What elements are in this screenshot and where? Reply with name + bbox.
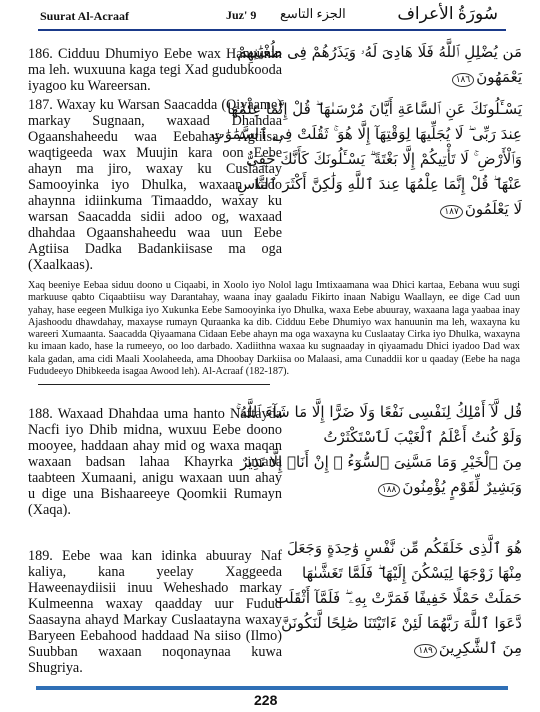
arabic-line: مِنَ ٱلْخَيْرِ وَمَا مَسَّنِىَ ٱلسُّوٓءُ ۚ إِنْ أَنَا۠ إِلَّا نَذِيرٌ	[240, 453, 522, 471]
verse-text: 189. Eebe waa kan idinka abuuray Naf kaliya, kana yeelay Xaggeeda Haweenaydiisii inuu Weheshado markay Kulmeenna waxay qaadday uur Fudud Saasayna ahayd Markay Cuslaatayna waxay Baryeen Eebahood haddaad Na siiso (Ilmo) Suubban waxaan noqonaynaa kuwa Shugriya.	[28, 548, 282, 676]
verse-text: 187. Waxay ku Warsan Saacadda (Qiyaame) markay Sugnaan, waxaad Dhahdaa Ogaanshaheedu waa Eebahay Agtiisa, waqtigeeda wax Muujin kara oon Eebe ahayn ma jiro, waxay ku Cuslaatay Samooyinka iyo Dhulka, waxaan kado ahaynna idiinkuma Timaaddo, waxay ku warsan Saacadda sidii adoo og, waxaad dhahdaa Ogaanshaheedu waa uun Eebe Agtiisa Dadka Badankiisase ma oga (Xaalkaas).	[28, 97, 282, 273]
verse-189-translation	[28, 548, 282, 682]
verse-number-mark: ١٨٧	[440, 205, 463, 219]
page-footer	[0, 684, 540, 712]
verse-number-mark: ١٨٦	[452, 73, 475, 87]
verse-187-arabic	[210, 97, 522, 222]
page-number: 228	[254, 692, 278, 708]
verse-188-arabic	[236, 400, 522, 500]
arabic-line-end	[284, 197, 522, 222]
arabic-line: وَٱلْأَرْضِ ۚ لَا تَأْتِيكُمْ إِلَّا بَغْتَةً ۗ يَسْـَٔلُونَكَ كَأَنَّكَ حَفِىٌّ	[246, 150, 522, 168]
arabic-line: لَا يَعْلَمُونَ	[464, 200, 522, 218]
verse-186-arabic	[237, 40, 522, 90]
arabic-line-end	[284, 65, 522, 90]
verse-number-mark: ١٨٩	[414, 644, 437, 658]
arabic-line: وَلَوْ كُنتُ أَعْلَمُ ٱلْغَيْبَ لَٱسْتَكْثَرْتُ	[323, 428, 522, 446]
arabic-line: مَن يُضْلِلِ ٱللَّهُ فَلَا هَادِىَ لَهُۥ وَيَذَرُهُمْ فِى طُغْيَٰنِهِمْ	[237, 43, 522, 61]
arabic-line: هُوَ ٱلَّذِى خَلَقَكُم مِّن نَّفْسٍ وَٰحِدَةٍ وَجَعَلَ	[286, 539, 522, 557]
arabic-line: عِندَ رَبِّى ۖ لَا يُجَلِّيهَا لِوَقْتِهَآ إِلَّا هُوَ ۚ ثَقُلَتْ فِى ٱلسَّمَٰوَٰتِ	[210, 125, 522, 143]
page-header	[0, 4, 540, 28]
verse-text: 188. Waxaad Dhahdaa uma hanto Naftayda Nacfi iyo Dhib midna, wuxuu Eebe doono mooyee, haddaan ahay mid og waxa maqan waxaan badsan lahaa Khayrka imana taabteen Xumaani, anigu waxaan uun ahay u dige una Bishaareeye Qoomkii Rumayn (Xaqa).	[28, 406, 282, 518]
arabic-line: دَّعَوَا ٱللَّهَ رَبَّهُمَا لَئِنْ ءَاتَيْتَنَا صَٰلِحًا لَّنَكُونَنَّ	[281, 614, 522, 632]
arabic-line-end	[284, 636, 522, 661]
header-divider	[38, 29, 506, 31]
arabic-line: مِنَ ٱلشَّٰكِرِينَ	[438, 639, 522, 657]
juz-arabic: الجزء التاسع	[280, 6, 346, 21]
verse-number-mark: ١٨٨	[378, 483, 401, 497]
arabic-line: حَمَلَتْ حَمْلًا خَفِيفًا فَمَرَّتْ بِهِۦ ۖ فَلَمَّآ أَثْقَلَت	[274, 589, 522, 607]
verse-189-arabic	[274, 536, 522, 661]
verse-text: 186. Cidduu Dhumiyo Eebe wax Hanuunin ma leh. wuxuuna kaga tegi Xad gudubkooda iyagoo ku Wareersan.	[28, 46, 282, 94]
arabic-line-end	[284, 475, 522, 500]
commentary-block: Xaq beeniye Eebaa siduu doono u Ciqaabi, in Xoolo iyo Nolol lagu Imtixaamana waa Dhici kartaa, Eebana wuu sugi markuuse qabto Ciqaabtiisu way Darantahay, waana inay gaaladu Fikirto inaan Nabigu Waallayn, ee dige Cad uun yahay, hase eegeen Mulkiga iyo Xukunka Eebe Samooyinka iyo Dhulka, waxa Eebe abuuray, waxaana laga yaabaa inay Ajashoodu dhawdahay, maxayse rumayn Quraanka ka dib. Cidduu Eebe Dhumiyo wax hanuunin ma leh, waxayna ku wareeri Xumaanta. Saacadda Qiyaamana Cidaan Eebe ahayn ma oga waxayna ku Cuslaatay Cirka iyo Dhulka, waxayna ku imaan kado, hase la rumeeyo, oo loo darbado. Xadiithna waxaa ku sugnaaday in qiyaamadu Dhici iyadoo Dad wax kala gadan, ama cidi Maali Xoolaheeda, ama Dhoobay Darkiisa oo Malaasi, ama Cunaddii kor u qaaday (Eebe ha naga Fududeeyo Dhibkeeda isagaa Awood leh). Al-Acraaf (182-187).	[28, 280, 520, 378]
footer-accent-bar	[36, 686, 508, 690]
surah-arabic-title: سُورَةُ الأعراف	[397, 4, 498, 23]
arabic-line: قُل لَّآ أَمْلِكُ لِنَفْسِى نَفْعًا وَلَا ضَرًّا إِلَّا مَا شَآءَ ٱللَّهُ ۚ	[236, 403, 522, 421]
arabic-line: يَعْمَهُونَ	[476, 68, 522, 86]
juz-label: Juz' 9	[226, 8, 257, 22]
arabic-line: وَبَشِيرٌ لِّقَوْمٍ يُؤْمِنُونَ	[402, 478, 522, 496]
arabic-line: عَنْهَا ۖ قُلْ إِنَّمَا عِلْمُهَا عِندَ ٱللَّهِ وَلَٰكِنَّ أَكْثَرَ ٱلنَّاسِ	[236, 175, 522, 193]
arabic-line: مِنْهَا زَوْجَهَا لِيَسْكُنَ إِلَيْهَا ۖ فَلَمَّا تَغَشَّىٰهَا	[302, 564, 522, 582]
arabic-line: يَسْـَٔلُونَكَ عَنِ ٱلسَّاعَةِ أَيَّانَ مُرْسَىٰهَا ۖ قُلْ إِنَّمَا عِلْمُهَا	[227, 100, 522, 118]
section-divider	[38, 384, 270, 385]
surah-title: Suurat Al-Acraaf	[40, 9, 129, 23]
